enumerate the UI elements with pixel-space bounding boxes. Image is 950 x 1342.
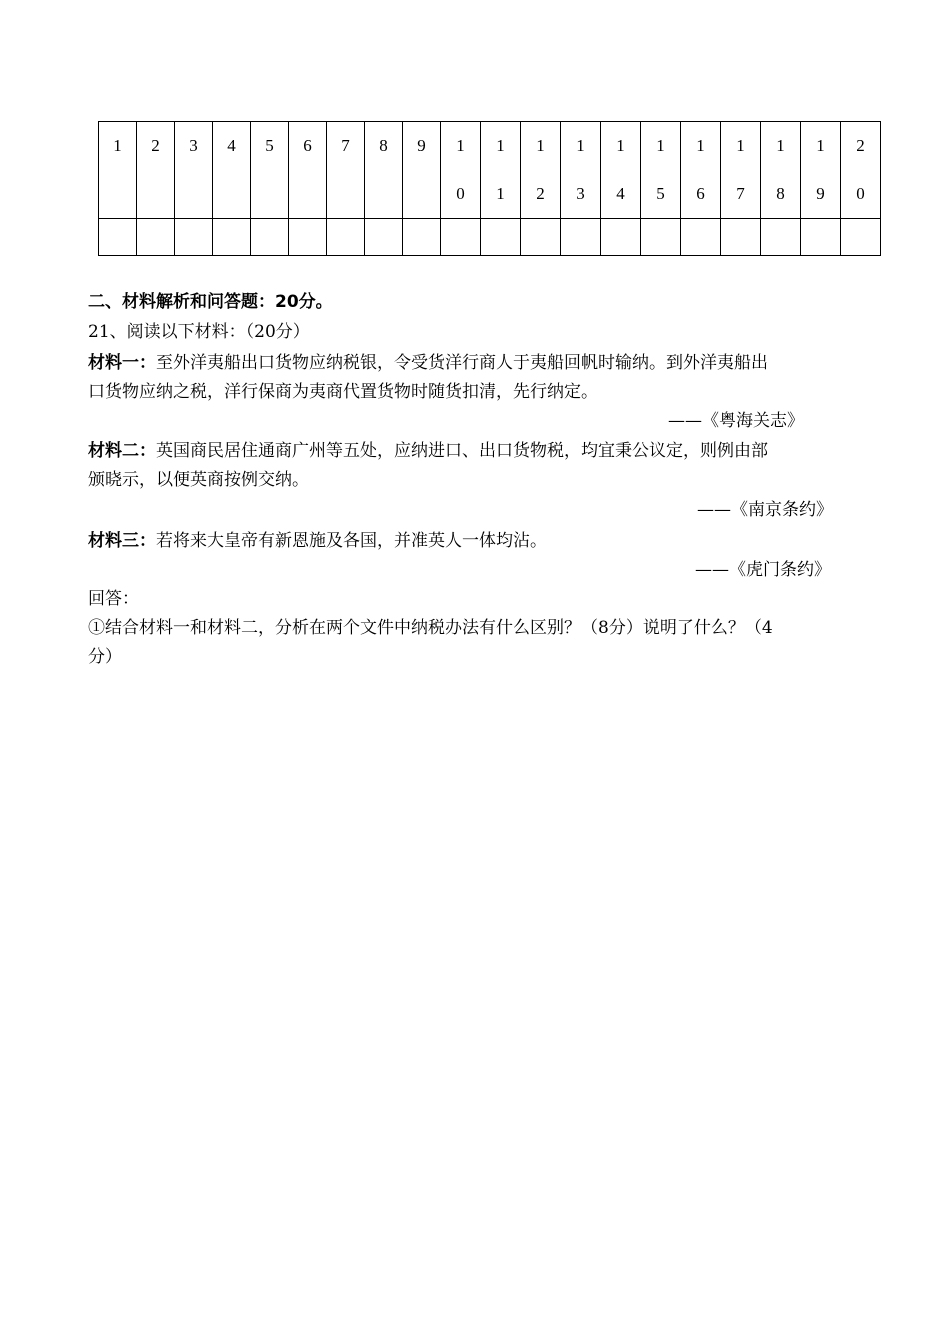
material-3-line-1 xyxy=(88,526,547,551)
answer-cell[interactable] xyxy=(801,219,841,256)
answer-cell[interactable] xyxy=(481,219,521,256)
question-number xyxy=(441,122,480,218)
question-number-cell xyxy=(481,122,521,219)
question-number xyxy=(601,122,640,218)
answer-cell[interactable] xyxy=(761,219,801,256)
material-1-line-1 xyxy=(88,348,768,373)
question-number-digit-2: 7 xyxy=(736,184,745,203)
material-3-source: ——《虎门条约》 xyxy=(695,560,831,580)
material-2-source: ——《南京条约》 xyxy=(697,500,833,520)
answer-cell[interactable] xyxy=(137,219,175,256)
question-number-cell xyxy=(681,122,721,219)
question-number-cell xyxy=(403,122,441,219)
question-number-digit-1: 1 xyxy=(616,136,625,155)
question-number-digit-1: 6 xyxy=(303,136,312,155)
material-1-text-1: 至外洋夷船出口货物应纳税银，令受货洋行商人于夷船回帆时输纳。到外洋夷船出 xyxy=(156,353,768,373)
question-number-digit-1: 3 xyxy=(189,136,198,155)
question-number xyxy=(137,122,174,170)
answer-cell[interactable] xyxy=(721,219,761,256)
question-number-digit-1: 2 xyxy=(151,136,160,155)
material-2-text-1: 英国商民居住通商广州等五处，应纳进口、出口货物税，均宜秉公议定，则例由部 xyxy=(156,441,768,461)
question-number-cell xyxy=(289,122,327,219)
question-number xyxy=(681,122,720,218)
question-number-cell xyxy=(841,122,881,219)
question-number-digit-1: 1 xyxy=(776,136,785,155)
question-number-cell xyxy=(327,122,365,219)
question-number-digit-1: 1 xyxy=(736,136,745,155)
question-number xyxy=(327,122,364,170)
question-number xyxy=(365,122,402,170)
answer-cell[interactable] xyxy=(681,219,721,256)
question-number-digit-1: 1 xyxy=(576,136,585,155)
material-1-line-2: 口货物应纳之税，洋行保商为夷商代置货物时随货扣清，先行纳定。 xyxy=(88,382,598,402)
answer-cell[interactable] xyxy=(99,219,137,256)
question-number-cell xyxy=(761,122,801,219)
question-number xyxy=(761,122,800,218)
question-number-cell xyxy=(137,122,175,219)
section-title: 二、材料解析和问答题：20分。 xyxy=(88,292,333,312)
question-number-cell xyxy=(561,122,601,219)
answer-cell[interactable] xyxy=(175,219,213,256)
question-number-digit-2: 9 xyxy=(816,184,825,203)
question-number-digit-1: 2 xyxy=(856,136,865,155)
material-1-source: ——《粤海关志》 xyxy=(668,411,804,431)
question-number-cell xyxy=(213,122,251,219)
question-number-cell xyxy=(365,122,403,219)
question-number xyxy=(403,122,440,170)
question-21-intro: 21、阅读以下材料：（20分） xyxy=(88,322,310,342)
question-number xyxy=(641,122,680,218)
question-number-cell xyxy=(721,122,761,219)
question-number-digit-1: 9 xyxy=(417,136,426,155)
question-number-digit-1: 1 xyxy=(496,136,505,155)
question-number xyxy=(841,122,880,218)
question-number xyxy=(561,122,600,218)
answer-cell[interactable] xyxy=(441,219,481,256)
question-number-cell xyxy=(251,122,289,219)
answer-table-answer-row xyxy=(99,219,881,256)
question-number xyxy=(213,122,250,170)
question-number-digit-2: 6 xyxy=(696,184,705,203)
material-2-line-2: 颁晓示，以便英商按例交纳。 xyxy=(88,470,309,490)
question-number-cell xyxy=(641,122,681,219)
question-number-digit-1: 1 xyxy=(656,136,665,155)
answer-cell[interactable] xyxy=(641,219,681,256)
answer-cell[interactable] xyxy=(521,219,561,256)
material-2-line-1 xyxy=(88,436,768,461)
question-number-digit-1: 7 xyxy=(341,136,350,155)
answer-cell[interactable] xyxy=(289,219,327,256)
question-number xyxy=(175,122,212,170)
question-number-digit-2: 0 xyxy=(456,184,465,203)
answer-cell[interactable] xyxy=(327,219,365,256)
material-1-label: 材料一： xyxy=(88,353,156,373)
material-2-label: 材料二： xyxy=(88,441,156,461)
answer-table-header-row xyxy=(99,122,881,219)
question-number-digit-2: 3 xyxy=(576,184,585,203)
question-number-digit-2: 2 xyxy=(536,184,545,203)
answer-cell[interactable] xyxy=(561,219,601,256)
question-number-digit-1: 8 xyxy=(379,136,388,155)
question-number-digit-2: 5 xyxy=(656,184,665,203)
question-number-cell xyxy=(601,122,641,219)
answer-cell[interactable] xyxy=(403,219,441,256)
question-number-cell xyxy=(99,122,137,219)
question-number-cell xyxy=(175,122,213,219)
question-number-digit-1: 1 xyxy=(696,136,705,155)
question-number xyxy=(289,122,326,170)
question-number-digit-1: 1 xyxy=(536,136,545,155)
question-number xyxy=(801,122,840,218)
question-number-digit-2: 8 xyxy=(776,184,785,203)
question-number-digit-1: 1 xyxy=(113,136,122,155)
question-number xyxy=(99,122,136,170)
answer-cell[interactable] xyxy=(365,219,403,256)
question-number xyxy=(481,122,520,218)
material-3-label: 材料三： xyxy=(88,531,156,551)
answer-label: 回答： xyxy=(88,589,139,609)
question-number xyxy=(521,122,560,218)
question-number-digit-2: 4 xyxy=(616,184,625,203)
material-3-text-1: 若将来大皇帝有新恩施及各国，并准英人一体均沾。 xyxy=(156,531,547,551)
question-number xyxy=(251,122,288,170)
question-1-line-1: ①结合材料一和材料二，分析在两个文件中纳税办法有什么区别？（8分）说明了什么？（4 xyxy=(88,618,773,638)
question-number-digit-1: 1 xyxy=(816,136,825,155)
question-number-digit-1: 4 xyxy=(227,136,236,155)
answer-cell[interactable] xyxy=(213,219,251,256)
question-number-cell xyxy=(441,122,481,219)
answer-cell[interactable] xyxy=(841,219,881,256)
question-number-digit-1: 1 xyxy=(456,136,465,155)
question-1-line-2: 分） xyxy=(88,647,122,667)
question-number-digit-1: 5 xyxy=(265,136,274,155)
answer-cell[interactable] xyxy=(251,219,289,256)
answer-table xyxy=(98,121,881,256)
question-number-digit-2: 0 xyxy=(856,184,865,203)
question-number-digit-2: 1 xyxy=(496,184,505,203)
answer-cell[interactable] xyxy=(601,219,641,256)
question-number xyxy=(721,122,760,218)
question-number-cell xyxy=(801,122,841,219)
question-number-cell xyxy=(521,122,561,219)
